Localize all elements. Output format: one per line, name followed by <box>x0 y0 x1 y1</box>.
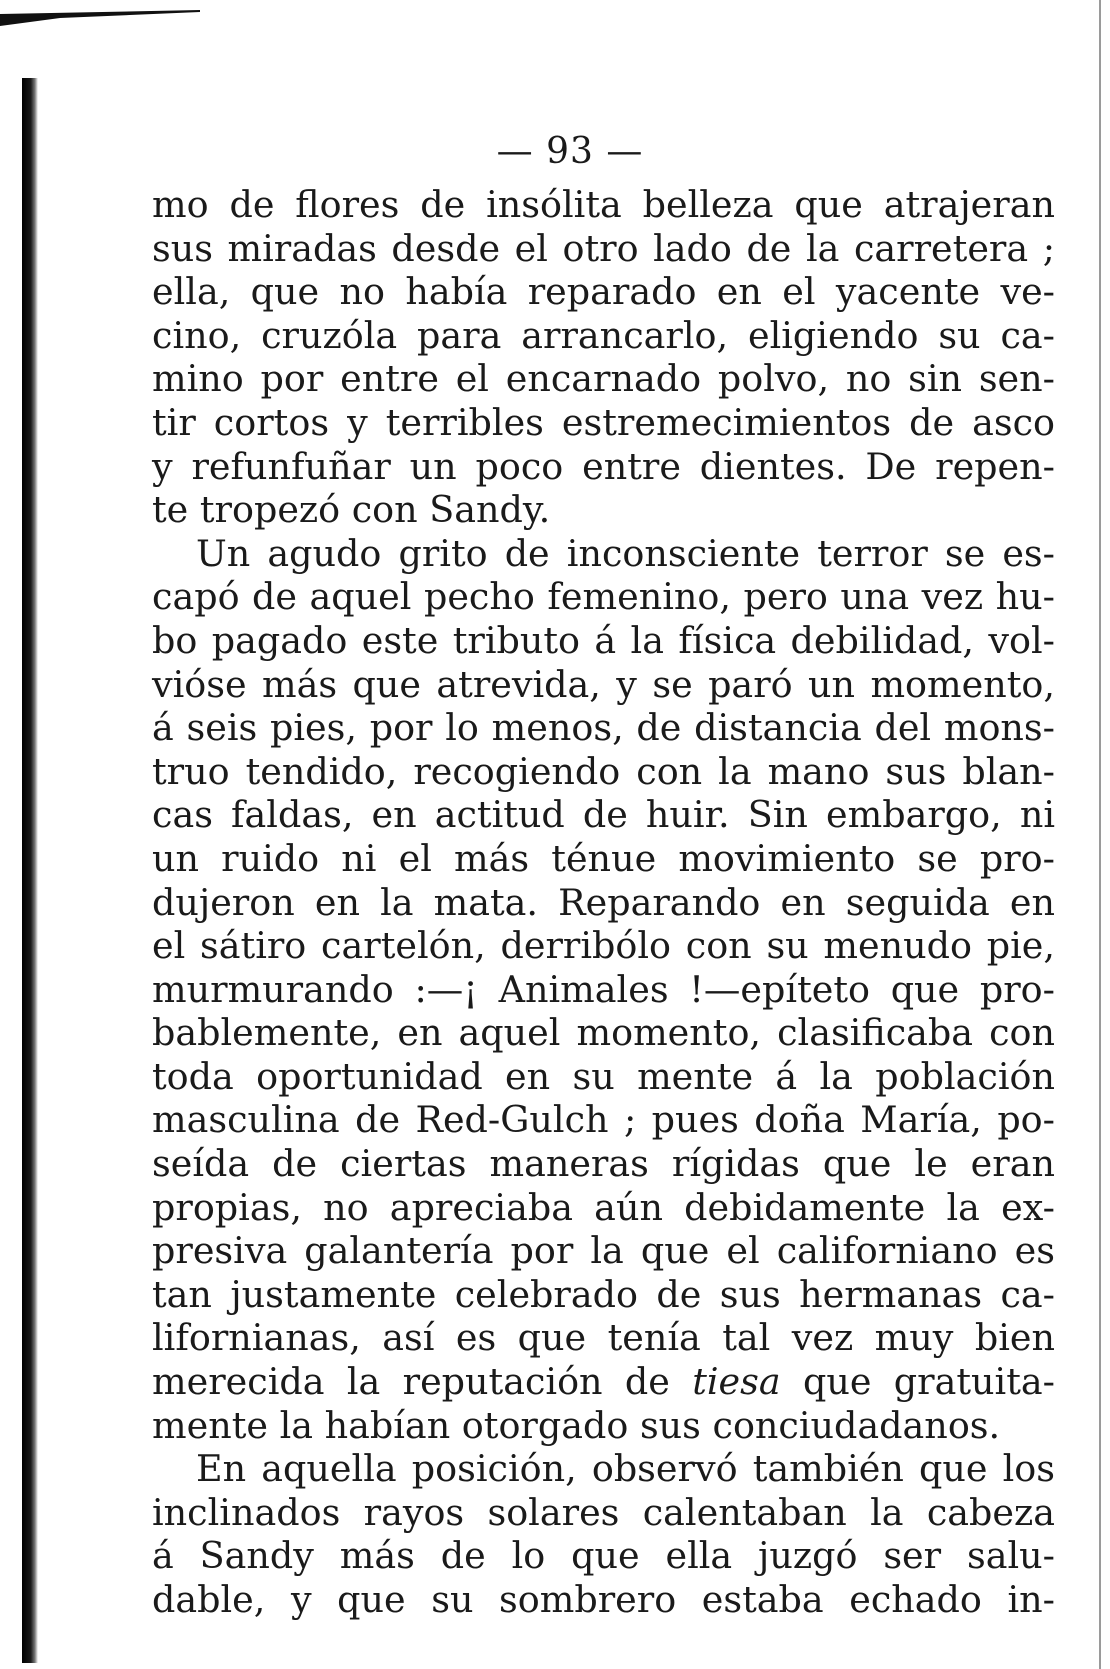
text-line: mino por entre el encarnado polvo, no sin sen- <box>152 357 1055 401</box>
text-line: mo de flores de insólita belleza que atrajeran <box>152 183 1055 226</box>
text-line: lifornianas, así es que tenía tal vez muy bien <box>152 1316 1055 1360</box>
page-number: — 93 — <box>496 131 644 172</box>
text-fragment: merecida la reputación de <box>152 1360 693 1404</box>
text-line: inclinados rayos solares calentaban la cabeza <box>152 1490 1055 1534</box>
text-line: sus miradas desde el otro lado de la carretera ; <box>152 226 1055 270</box>
text-line: truo tendido, recogiendo con la mano sus blan- <box>152 749 1055 793</box>
text-line: dujeron en la mata. Reparando en seguida en <box>152 880 1055 924</box>
text-line: masculina de Red-Gulch ; pues doña María, po- <box>152 1098 1055 1142</box>
text-line: á Sandy más de lo que ella juzgó ser salu- <box>152 1534 1055 1578</box>
text-line: murmurando :—¡ Animales !—epíteto que pro- <box>152 967 1055 1011</box>
text-line: tir cortos y terribles estremecimientos de asco <box>152 400 1055 444</box>
text-line: el sátiro cartelón, derribólo con su menudo pie, <box>152 924 1055 968</box>
text-line: y refunfuñar un poco entre dientes. De repen- <box>152 444 1055 488</box>
text-line: seída de ciertas maneras rígidas que le eran <box>152 1142 1055 1186</box>
text-line: mente la habían otorgado sus conciudadanos. <box>152 1403 1001 1447</box>
text-line: bablemente, en aquel momento, clasificaba con <box>152 1011 1055 1055</box>
text-line: ella, que no había reparado en el yacente ve- <box>152 270 1055 314</box>
text-line: Un agudo grito de inconsciente terror se es- <box>196 531 1055 575</box>
text-line: cino, cruzóla para arrancarlo, eligiendo su ca- <box>152 313 1055 357</box>
text-line: En aquella posición, observó también que los <box>196 1447 1055 1491</box>
text-line-with-italic <box>152 1360 1055 1404</box>
text-line: propias, no apreciaba aún debidamente la ex- <box>152 1185 1055 1229</box>
page-binding-shadow <box>22 78 38 1663</box>
text-line: vióse más que atrevida, y se paró un momento, <box>152 662 1055 706</box>
text-line: cas faldas, en actitud de huir. Sin embargo, ni <box>152 793 1055 837</box>
text-line: á seis pies, por lo menos, de distancia del mons- <box>152 706 1055 750</box>
text-line: presiva galantería por la que el californiano es <box>152 1229 1055 1273</box>
text-line: toda oportunidad en su mente á la población <box>152 1054 1055 1098</box>
text-line: tan justamente celebrado de sus hermanas ca- <box>152 1272 1055 1316</box>
text-line: dable, y que su sombrero estaba echado in- <box>152 1578 1055 1621</box>
text-line: bo pagado este tributo á la física debilidad, vol- <box>152 618 1055 662</box>
page-edge-line <box>1099 0 1101 1669</box>
scan-edge-mark <box>0 4 200 34</box>
body-text <box>152 183 1055 1622</box>
text-line: te tropezó con Sandy. <box>152 488 551 532</box>
italic-word: tiesa <box>692 1360 781 1404</box>
text-line: capó de aquel pecho femenino, pero una vez hu- <box>152 575 1055 619</box>
text-line: un ruido ni el más ténue movimiento se pro- <box>152 836 1055 880</box>
text-fragment: que gratuita- <box>780 1360 1055 1404</box>
